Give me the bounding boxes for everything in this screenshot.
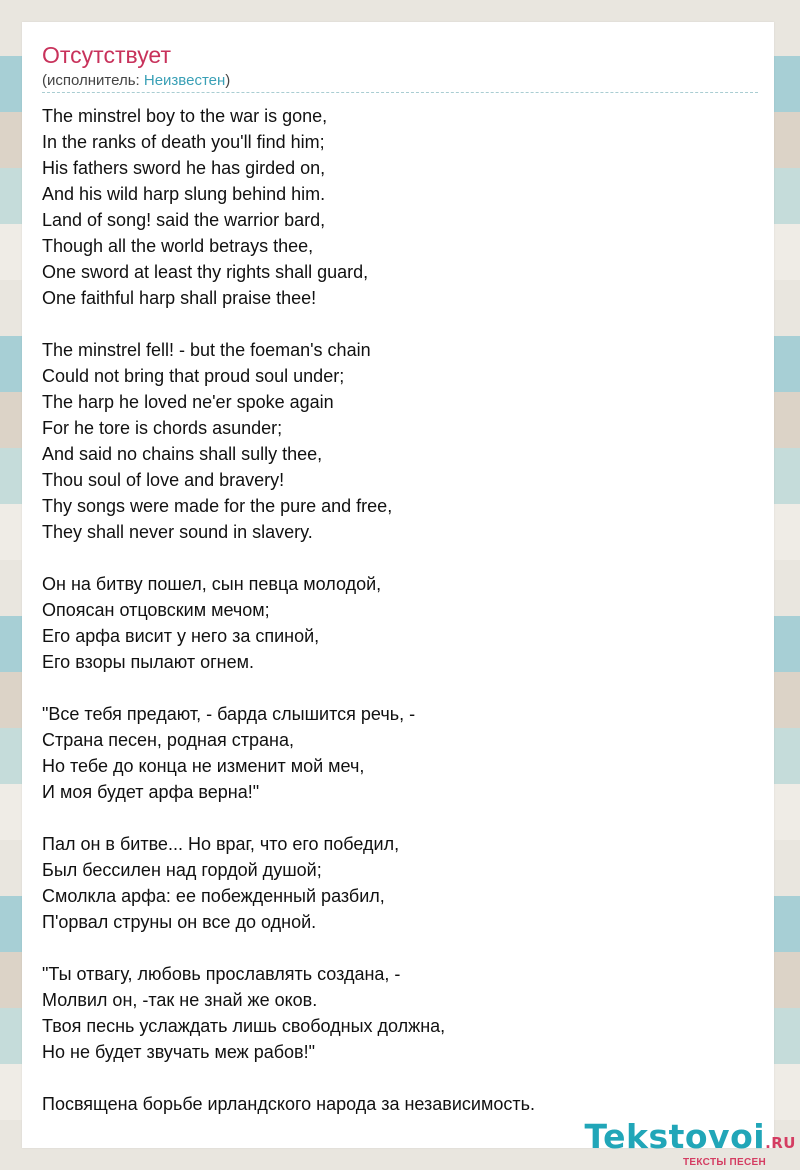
lyric-line: Молвил он, -так не знай же оков.	[42, 990, 318, 1010]
lyric-line: Thy songs were made for the pure and free,	[42, 496, 393, 516]
stanza-gap	[42, 311, 762, 337]
lyric-line: For he tore is chords asunder;	[42, 418, 283, 438]
logo-wordmark	[585, 1119, 796, 1161]
header-divider	[42, 92, 758, 93]
lyric-line: Could not bring that proud soul under;	[42, 366, 345, 386]
lyric-line: Его взоры пылают огнем.	[42, 652, 255, 672]
lyric-line: Он на битву пошел, сын певца молодой,	[42, 574, 382, 594]
artist-line	[42, 72, 230, 89]
lyric-line: Его арфа висит у него за спиной,	[42, 626, 320, 646]
logo-subtitle: ТЕКСТЫ ПЕСЕН	[683, 1157, 766, 1168]
lyric-line: Но не будет звучать меж рабов!"	[42, 1042, 315, 1062]
lyric-line: And his wild harp slung behind him.	[42, 184, 326, 204]
site-logo[interactable]	[585, 1119, 796, 1168]
artist-suffix: )	[225, 72, 231, 89]
lyric-line: Опоясан отцовским мечом;	[42, 600, 270, 620]
stanza-gap	[42, 805, 762, 831]
stanza-gap	[42, 1065, 762, 1091]
lyric-line: One sword at least thy rights shall guard,	[42, 262, 369, 282]
lyric-line: Пал он в битве... Но враг, что его победил,	[42, 834, 400, 854]
lyrics-card	[22, 22, 774, 1148]
lyric-line: Посвящена борьбе ирландского народа за независимость.	[42, 1094, 535, 1114]
lyric-line: Land of song! said the warrior bard,	[42, 210, 326, 230]
lyric-line: Страна песен, родная страна,	[42, 730, 294, 750]
lyric-line: In the ranks of death you'll find him;	[42, 132, 325, 152]
lyric-line: "Все тебя предают, - барда слышится речь, -	[42, 704, 416, 724]
lyric-line: And said no chains shall sully thee,	[42, 444, 323, 464]
song-title: Отсутствует	[42, 42, 171, 68]
lyric-line: His fathers sword he has girded on,	[42, 158, 326, 178]
artist-link[interactable]: Неизвестен	[143, 72, 226, 89]
lyric-line: "Ты отвагу, любовь прославлять создана, -	[42, 964, 401, 984]
lyric-line: Смолкла арфа: ее побежденный разбил,	[42, 886, 385, 906]
lyric-line: Твоя песнь услаждать лишь свободных должна,	[42, 1016, 446, 1036]
lyric-line: Но тебе до конца не изменит мой меч,	[42, 756, 365, 776]
lyric-line: They shall never sound in slavery.	[42, 522, 313, 542]
artist-prefix: (исполнитель:	[42, 72, 144, 89]
lyric-line: Был бессилен над гордой душой;	[42, 860, 322, 880]
stanza-gap	[42, 545, 762, 571]
lyric-line: Thou soul of love and bravery!	[42, 470, 285, 490]
lyric-line: Though all the world betrays thee,	[42, 236, 314, 256]
lyric-line: The harp he loved ne'er spoke again	[42, 392, 334, 412]
lyrics-text	[42, 103, 762, 1117]
logo-tld: .RU	[765, 1134, 796, 1152]
stanza-gap	[42, 935, 762, 961]
lyric-line: One faithful harp shall praise thee!	[42, 288, 317, 308]
logo-word: Tekstovoi	[584, 1117, 766, 1156]
lyric-line: The minstrel boy to the war is gone,	[42, 106, 328, 126]
lyric-line: П'орвал струны он все до одной.	[42, 912, 317, 932]
lyric-line: The minstrel fell! - but the foeman's chain	[42, 340, 371, 360]
lyric-line: И моя будет арфа верна!"	[42, 782, 260, 802]
stanza-gap	[42, 675, 762, 701]
